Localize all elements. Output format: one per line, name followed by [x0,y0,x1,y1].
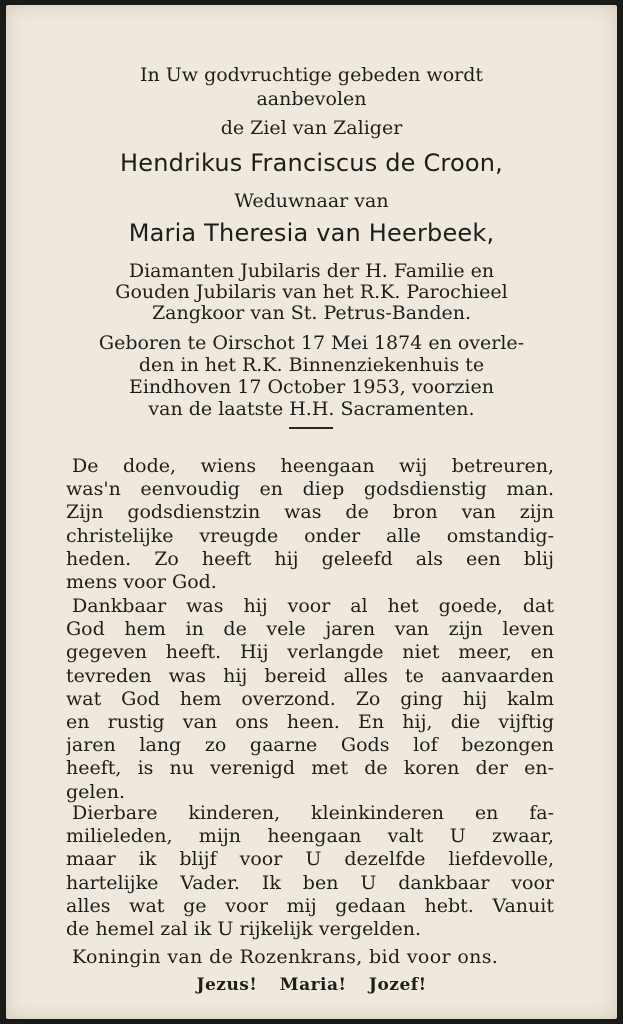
paragraph-line: Zijn godsdienstzin was de bron van zijn [66,501,554,524]
paragraph-line: jaren lang zo gaarne Gods lof bezongen [66,734,554,757]
paragraph-line: God hem in de vele jaren van zijn leven [66,618,554,641]
paragraph-line: christelijke vreugde onder alle omstandig- [66,524,554,547]
relation-line: Weduwnaar van [234,190,389,212]
paragraph-line: was'n eenvoudig en diep godsdienstig man. [66,478,554,501]
deceased-name: Hendrikus Franciscus de Croon, [120,149,503,177]
paragraph-line: Dankbaar was hij voor al het goede, dat [72,595,554,617]
paragraph-line: De dode, wiens heengaan wij betreuren, [72,455,554,477]
memorial-card [6,5,617,1019]
paragraph-line: gelen. [66,780,126,803]
birth-death-line-1: Geboren te Oirschot 17 Mei 1874 en overle- [98,332,525,354]
intro-line-2: aanbevolen [256,88,367,110]
honors-line-2: Gouden Jubilaris van het R.K. Parochieel [115,281,508,303]
paragraph-line: alles wat ge voor mij gedaan hebt. Vanuit [66,894,554,917]
paragraph-line: tevreden was hij bereid alles te aanvaarden [66,664,554,687]
intro-line-1: In Uw godvruchtige gebeden wordt [139,64,484,86]
closing-invocation [6,973,617,997]
paragraph-2 [66,595,554,804]
birth-death-line-3: Eindhoven 17 October 1953, voorzien [128,376,494,398]
closing-word-jozef: Jozef! [368,975,427,995]
paragraph-line: hartelijke Vader. Ik ben U dankbaar voor [66,871,554,894]
paragraph-1 [66,455,554,594]
paragraph-3 [66,802,554,941]
paragraph-line: mens voor God. [66,570,217,593]
paragraph-line: maar ik blijf voor U dezelfde liefdevolle, [66,848,554,871]
birth-death-line-4: van de laatste H.H. Sacramenten. [148,398,475,420]
paragraph-line: milieleden, mijn heengaan valt U zwaar, [66,825,554,848]
closing-word-jezus: Jezus! [196,975,258,995]
honors-line-1: Diamanten Jubilaris der H. Familie en [128,260,495,282]
closing-word-maria: Maria! [279,975,347,995]
paragraph-line: wat God hem overzond. Zo ging hij kalm [66,687,554,710]
spouse-name: Maria Theresia van Heerbeek, [128,219,495,247]
rosary-prayer: Koningin van de Rozenkrans, bid voor ons. [72,946,499,968]
divider-rule [289,427,333,429]
paragraph-line: en rustig van ons heen. En hij, die vijftig [66,710,554,733]
paragraph-line: de hemel zal ik U rijkelijk vergelden. [66,917,422,940]
paragraph-line: Dierbare kinderen, kleinkinderen en fa- [72,802,554,824]
paragraph-line: heeft, is nu verenigd met de koren der en- [66,757,554,780]
honors-line-3: Zangkoor van St. Petrus-Banden. [151,302,472,324]
birth-death-line-2: den in het R.K. Binnenziekenhuis te [138,354,485,376]
paragraph-line: heden. Zo heeft hij geleefd als een blij [66,547,554,570]
intro-line-3: de Ziel van Zaliger [220,117,403,139]
paragraph-line: gegeven heeft. Hij verlangde niet meer, en [66,641,554,664]
